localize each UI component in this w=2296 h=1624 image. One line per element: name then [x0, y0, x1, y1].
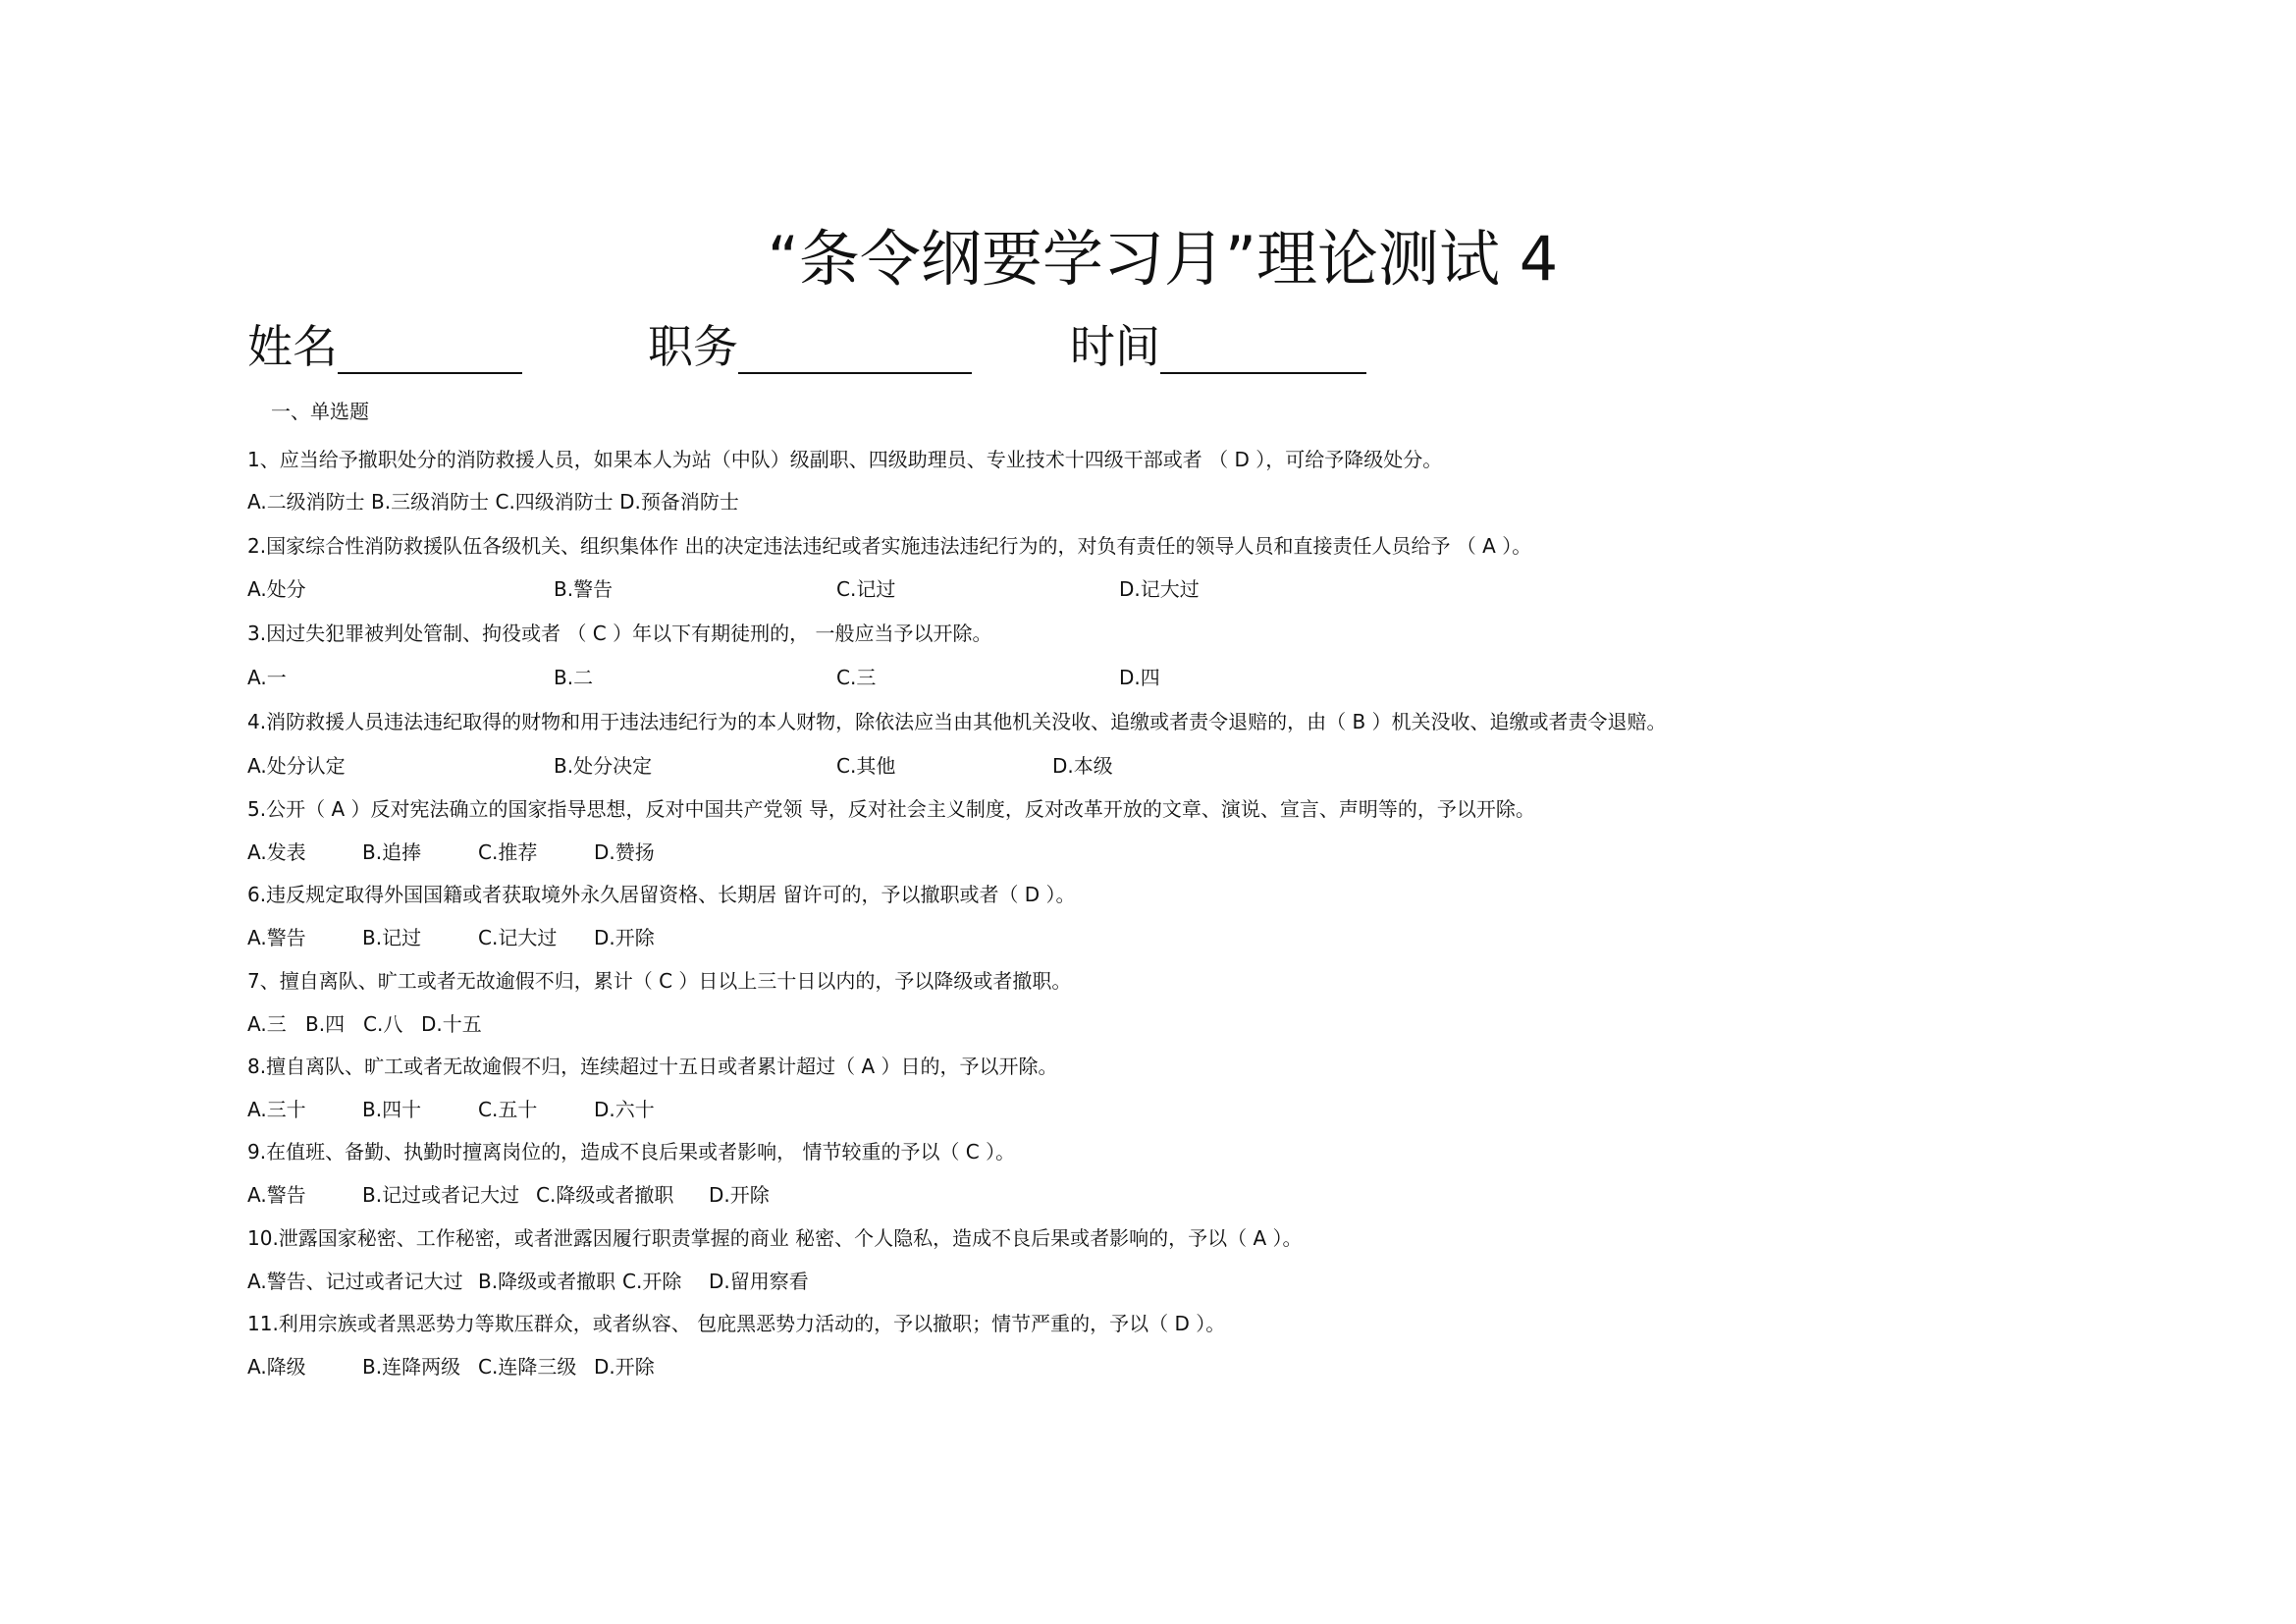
time-label: 时间 — [1070, 320, 1160, 373]
section-heading: 一、单选题 — [271, 400, 369, 423]
option-c: C.五十 — [478, 1098, 538, 1121]
option-d: D.十五 — [421, 1012, 482, 1036]
option-c: C.记过 — [836, 577, 896, 601]
option-b: B.处分决定 — [554, 754, 653, 778]
option-a: A.警告 — [247, 926, 306, 949]
question-3: 3.因过失犯罪被判处管制、拘役或者 （ C ）年以下有期徒刑的， 一般应当予以开除。 — [247, 622, 992, 645]
question-8: 8.擅自离队、旷工或者无故逾假不归，连续超过十五日或者累计超过（ A ）日的，予以开除。 — [247, 1055, 1058, 1078]
option-line: A.二级消防士 B.三级消防士 C.四级消防士 D.预备消防士 — [247, 490, 739, 514]
position-label: 职务 — [648, 320, 738, 373]
option-c: C.八 — [363, 1012, 403, 1036]
option-a: A.降级 — [247, 1355, 306, 1379]
question-10: 10.泄露国家秘密、工作秘密，或者泄露因履行职责掌握的商业 秘密、个人隐私，造成不良后果或者影响的，予以（ A ）。 — [247, 1226, 1303, 1250]
option-d: D.留用察看 — [709, 1270, 809, 1293]
option-b: B.记过或者记大过 — [362, 1183, 520, 1207]
option-c: C.记大过 — [478, 926, 558, 949]
option-a: A.三十 — [247, 1098, 306, 1121]
option-d: D.开除 — [594, 1355, 655, 1379]
option-b: B.降级或者撤职 — [478, 1270, 616, 1293]
option-b: B.二 — [554, 666, 594, 689]
option-b: B.追捧 — [362, 840, 422, 864]
time-blank[interactable] — [1160, 372, 1366, 374]
question-1: 1、应当给予撤职处分的消防救援人员，如果本人为站（中队）级副职、四级助理员、专业技术十四级干部或者 （ D ），可给予降级处分。 — [247, 448, 1443, 471]
option-d: D.本级 — [1052, 754, 1113, 778]
option-b: B.四 — [305, 1012, 346, 1036]
option-a: A.处分认定 — [247, 754, 346, 778]
option-a: A.警告、记过或者记大过 — [247, 1270, 463, 1293]
option-a: A.发表 — [247, 840, 306, 864]
option-c: C.三 — [836, 666, 877, 689]
question-11: 11.利用宗族或者黑恶势力等欺压群众，或者纵容、 包庇黑恶势力活动的，予以撤职；情节严重的，予以（ D ）。 — [247, 1312, 1226, 1335]
option-d: D.赞扬 — [594, 840, 655, 864]
option-c: C.其他 — [836, 754, 896, 778]
question-4: 4.消防救援人员违法违纪取得的财物和用于违法违纪行为的本人财物，除依法应当由其他机关没收、追缴或者责令退赔的，由（ B ）机关没收、追缴或者责令退赔。 — [247, 710, 1667, 733]
option-d: D.六十 — [594, 1098, 655, 1121]
option-d: D.记大过 — [1119, 577, 1200, 601]
option-b: B.警告 — [554, 577, 614, 601]
option-b: B.连降两级 — [362, 1355, 461, 1379]
name-label: 姓名 — [247, 320, 338, 373]
question-7: 7、擅自离队、旷工或者无故逾假不归，累计（ C ）日以上三十日以内的，予以降级或者撤职。 — [247, 969, 1072, 993]
page-title: “条令纲要学习月”理论测试 4 — [767, 223, 1559, 295]
option-a: A.警告 — [247, 1183, 306, 1207]
option-b: B.记过 — [362, 926, 422, 949]
option-d: D.开除 — [594, 926, 655, 949]
question-5: 5.公开（ A ）反对宪法确立的国家指导思想，反对中国共产党领 导，反对社会主义制度，反对改革开放的文章、演说、宣言、声明等的，予以开除。 — [247, 797, 1535, 821]
position-blank[interactable] — [738, 372, 972, 374]
question-2: 2.国家综合性消防救援队伍各级机关、组织集体作 出的决定违法违纪或者实施违法违纪行为的，对负有责任的领导人员和直接责任人员给予 （ A ）。 — [247, 534, 1532, 558]
option-d: D.开除 — [709, 1183, 770, 1207]
question-6: 6.违反规定取得外国国籍或者获取境外永久居留资格、长期居 留许可的，予以撤职或者（ D ）。 — [247, 883, 1076, 906]
option-d: D.四 — [1119, 666, 1160, 689]
option-c: C.推荐 — [478, 840, 538, 864]
option-a: A.三 — [247, 1012, 287, 1036]
question-9: 9.在值班、备勤、执勤时擅离岗位的，造成不良后果或者影响， 情节较重的予以（ C ）。 — [247, 1140, 1016, 1164]
option-c: C.开除 — [622, 1270, 682, 1293]
option-b: B.四十 — [362, 1098, 422, 1121]
option-c: C.降级或者撤职 — [536, 1183, 674, 1207]
option-c: C.连降三级 — [478, 1355, 577, 1379]
name-blank[interactable] — [338, 372, 522, 374]
option-a: A.一 — [247, 666, 287, 689]
option-a: A.处分 — [247, 577, 306, 601]
